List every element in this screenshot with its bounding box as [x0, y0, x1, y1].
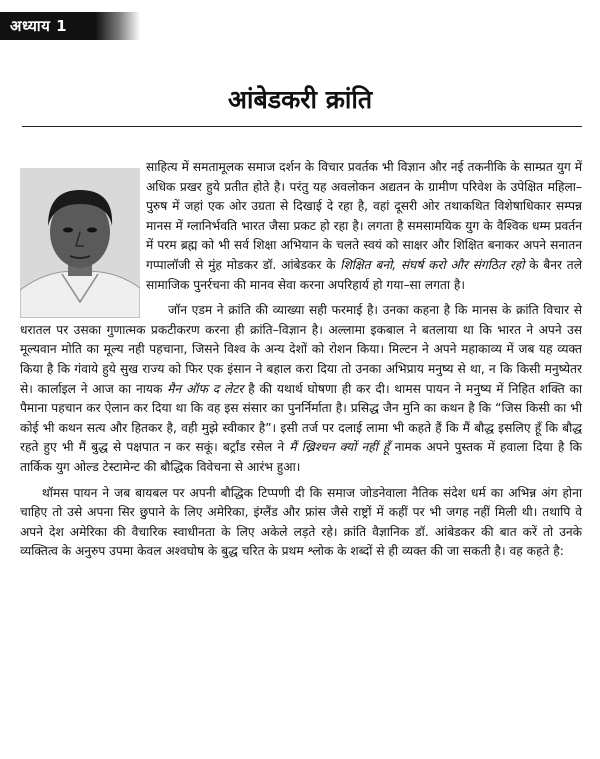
paragraph: थॉमस पायन ने जब बायबल पर अपनी बौद्धिक टिप्पणी दी कि समाज जोडनेवाला नैतिक संदेश धर्म का अभिन्न अंग होना चाहिए तो उसे अपना सिर छुपाने के लिए अमेरिका, इंग्लैंड और फ्रांस जैसे राष्ट्रों में कहीं पर भी जगह नहीं मिली थी। तथापि वे अपने देश अमेरिका की वैचारिक स्वाधीनता के लिए अकेले लड़ते रहे। क्रांति वैज्ञानिक डॉ. आंबेडकर की बात करें तो उनके व्यक्तित्व के अनुरुप उपमा केवल अश्वघोष के बुद्ध चरित के प्रथम श्लोक के शब्दों से ही व्यक्त की जा सकती है। वह कहते है: — [20, 485, 582, 559]
article-body — [20, 158, 582, 568]
page-title: आंबेडकरी क्रांति — [227, 85, 373, 114]
chapter-label: अध्याय 1 — [10, 17, 68, 35]
title-underline — [22, 126, 582, 127]
paragraph: जॉन एडम ने क्रांति की व्याख्या सही फरमाई है। उनका कहना है कि मानस के क्रांति विचार से धरातल पर उसका गुणात्मक प्रकटीकरण करना ही क्रांति–विज्ञान है। अल्लामा इकबाल ने बतलाया था कि भारत ने अपने उस मूल्यवान मोति का मूल्य नही पहचाना, जिसने विश्व के अन्य देशों को रोशन किया। मिल्टन ने अपने महाकाव्य में जब यह व्यक्त किया है कि गंवाये हुये सुख राज्य को फिर एक इंसान ने बहाल करा दिया तो उनका अभिप्राय मनुष्य से था, न कि किसी मनुष्येतर से। कार्लाइल ने आज का नायक मैन ऑफ द लेटर है की यथार्थ घोषणा ही कर दी। थामस पायन ने मनुष्य में निहित शक्ति का पैमाना पहचान कर ऐलान कर दिया था कि वह इस संसार का पुनर्निर्माता है। प्रसिद्ध जैन मुनि का कथन है कि “जिस किसी का भी कोई भी कथन सत्य और हितकर है, वही मुझे स्वीकार है”। इसी तर्ज पर दलाई लामा भी कहते हैं कि मैं बौद्ध इसलिए हूँ कि बौद्ध रहते हुए भी मैं बुद्ध से पक्षपात न कर सकूं। बर्ट्रांड रसेल ने मैं ख्रिश्चन क्यों नहीं हूँ नामक अपने पुस्तक में हवाला दिया है कि तार्किक युग ओल्ड टेस्टामेन्ट की बौद्धिक विवेचना से आरंभ हुआ। — [20, 303, 583, 474]
paragraph: साहित्य में समतामूलक समाज दर्शन के विचार प्रवर्तक भी विज्ञान और नई तकनीकि के साम्प्रत युग में अधिक प्रखर हुये प्रतीत होते है। परंतु यह अवलोकन अद्यतन के ग्रामीण परिवेश के उपेक्षित महिला–पुरुष में जहां एक ओर उग्रता से दिखाई दे रहा है, वहां दूसरी ओर तथाकथित विशेषाधिकार सम्पन्न मानस में ग्लानिर्भवति भारत जैसा प्रकट हो रहा है। लगता है समसामयिक युग के वैश्विक धम्म प्रवर्तन में परम ब्रह्म को भी सर्व शिक्षा अभियान के चलते स्वयं को साक्षर और शिक्षित बनाकर अपने सनातन गप्पालॉजी से मुंह मोडकर डॉ. आंबेडकर के शिक्षित बनो, संघर्ष करो और संगठित रहो के बैनर तले सामाजिक पुनर्रचना की मानव सेवा करना अपरिहार्य हो गया–सा लगता है। — [146, 160, 582, 292]
chapter-tab — [0, 12, 140, 40]
